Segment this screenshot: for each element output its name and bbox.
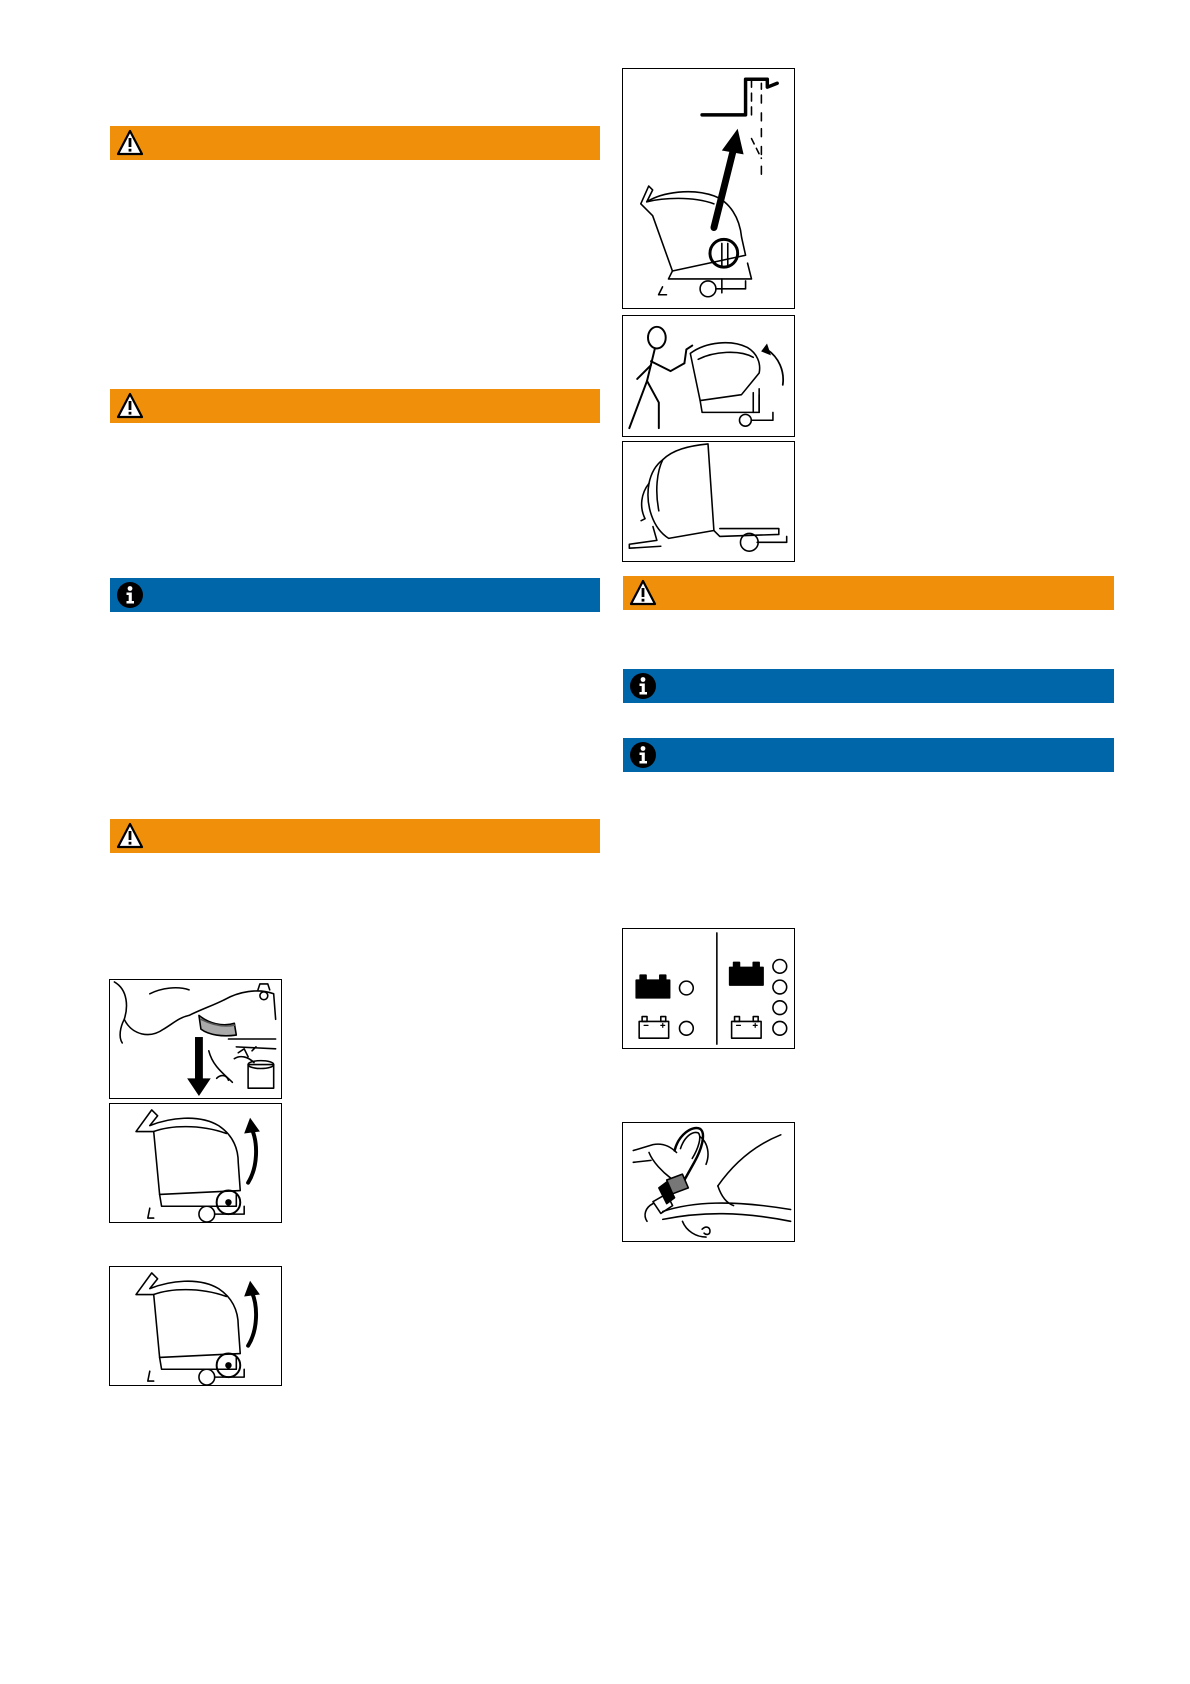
tilt-machine-figure (109, 1103, 282, 1223)
info-bar (623, 738, 1114, 772)
warning-triangle-icon (116, 392, 144, 420)
lift-tank-figure (622, 68, 795, 309)
release-lever-figure (109, 979, 282, 1099)
tilt-machine-figure (109, 1266, 282, 1386)
warning-bar (110, 389, 600, 423)
operator-tilting-figure (622, 315, 795, 437)
warning-bar (110, 126, 600, 160)
handle-grip-figure (622, 1122, 795, 1242)
warning-triangle-icon (116, 822, 144, 850)
warning-triangle-icon (629, 579, 657, 607)
info-circle-icon (629, 741, 657, 769)
warning-triangle-icon (116, 129, 144, 157)
warning-bar (110, 819, 600, 853)
warning-bar (623, 576, 1114, 610)
machine-tilted-figure (622, 441, 795, 562)
info-circle-icon (629, 672, 657, 700)
info-bar (623, 669, 1114, 703)
info-circle-icon (116, 581, 144, 609)
battery-indicator-figure (622, 928, 795, 1049)
info-bar (110, 578, 600, 612)
